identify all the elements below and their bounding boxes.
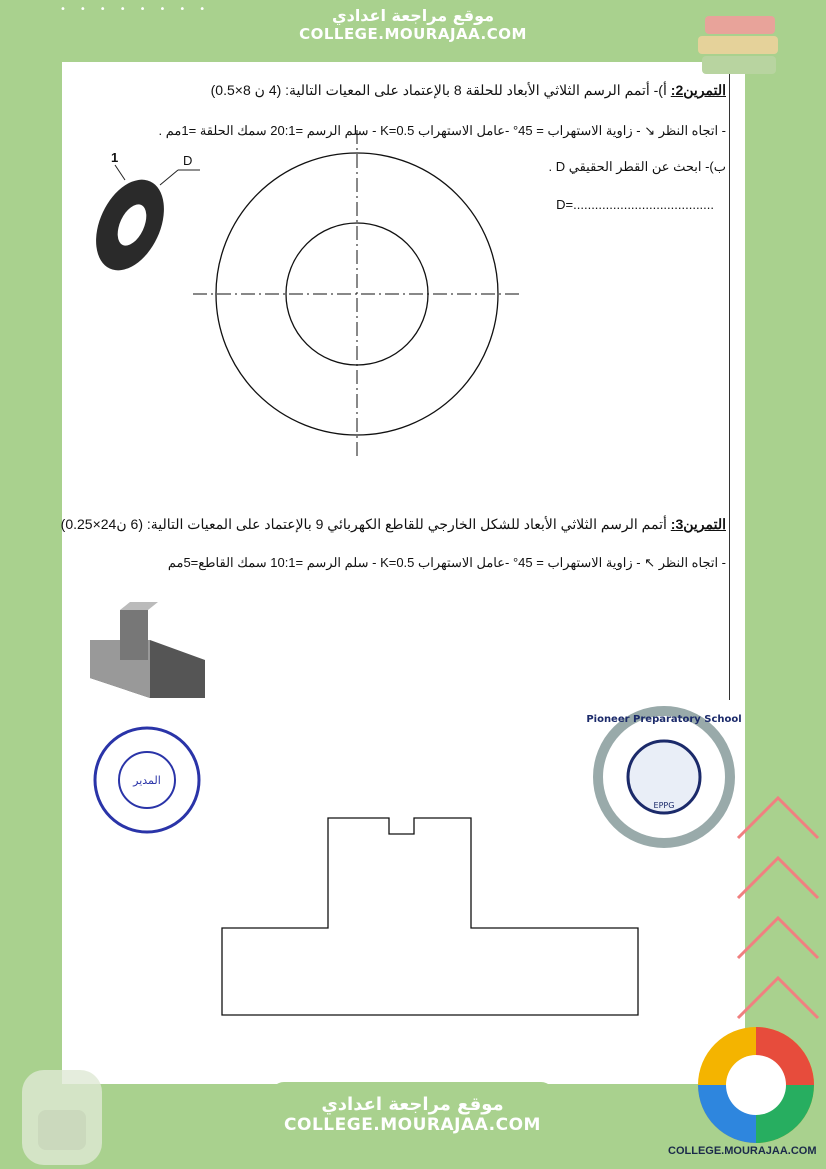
label-thickness: 1 xyxy=(111,150,119,165)
ministry-stamp xyxy=(95,728,199,832)
backpack-icon xyxy=(22,1070,102,1165)
ex3-heading: التمرين3: أتمم الرسم الثلاثي الأبعاد للشكل الخارجي للقاطع الكهربائي 9 بالإعتماد على المعيات التالية: (6 ن24×0.25) xyxy=(60,516,726,532)
ex3-givens: - اتجاه النظر ↖ - زاوية الاستهراب = 45° -عامل الاستهراب K=0.5 - سلم الرسم =10:1 سمك القاطع=5مم xyxy=(167,555,726,570)
ex2-givens: - اتجاه النظر ↘ - زاوية الاستهراب = 45° -عامل الاستهراب K=0.5 - سلم الرسم =20:1 سمك الحلقة =1مم . xyxy=(158,123,726,138)
ex2-part-b: ب)- ابحث عن القطر الحقيقي D . xyxy=(548,159,726,174)
footer-banner[interactable] xyxy=(270,1082,555,1169)
site-url[interactable]: COLLEGE.MOURAJAA.COM xyxy=(299,25,527,43)
svg-text:المدير: المدير xyxy=(133,774,161,787)
ex2-heading: التمرين2: أ)- أتمم الرسم الثلاثي الأبعاد للحلقة 8 بالإعتماد على المعيات التالية: (4 ن 8×0.5) xyxy=(210,82,726,98)
books-icon xyxy=(698,16,778,74)
svg-text:Pioneer Preparatory School: Pioneer Preparatory School xyxy=(586,714,742,725)
switch-3d-view xyxy=(90,602,205,698)
ring-photo xyxy=(83,165,200,281)
subjects-wheel-logo xyxy=(698,1027,814,1143)
label-diameter: D xyxy=(183,153,193,168)
site-name-ar: موقع مراجعة اعدادي xyxy=(331,6,495,25)
chevron-decoration xyxy=(738,798,818,1018)
school-logo xyxy=(586,711,741,843)
footer-logo-url[interactable]: COLLEGE.MOURAJAA.COM xyxy=(668,1145,817,1157)
decor-dots: •••••••• xyxy=(60,4,220,15)
svg-text:EPPG: EPPG xyxy=(653,801,675,810)
switch-front-view xyxy=(222,818,638,1015)
footer-site-name-ar: موقع مراجعة اعدادي xyxy=(321,1094,504,1115)
footer-site-url[interactable]: COLLEGE.MOURAJAA.COM xyxy=(284,1115,541,1135)
diameter-answer[interactable]: D=....................................... xyxy=(556,197,714,212)
ring-front-view xyxy=(193,130,520,458)
